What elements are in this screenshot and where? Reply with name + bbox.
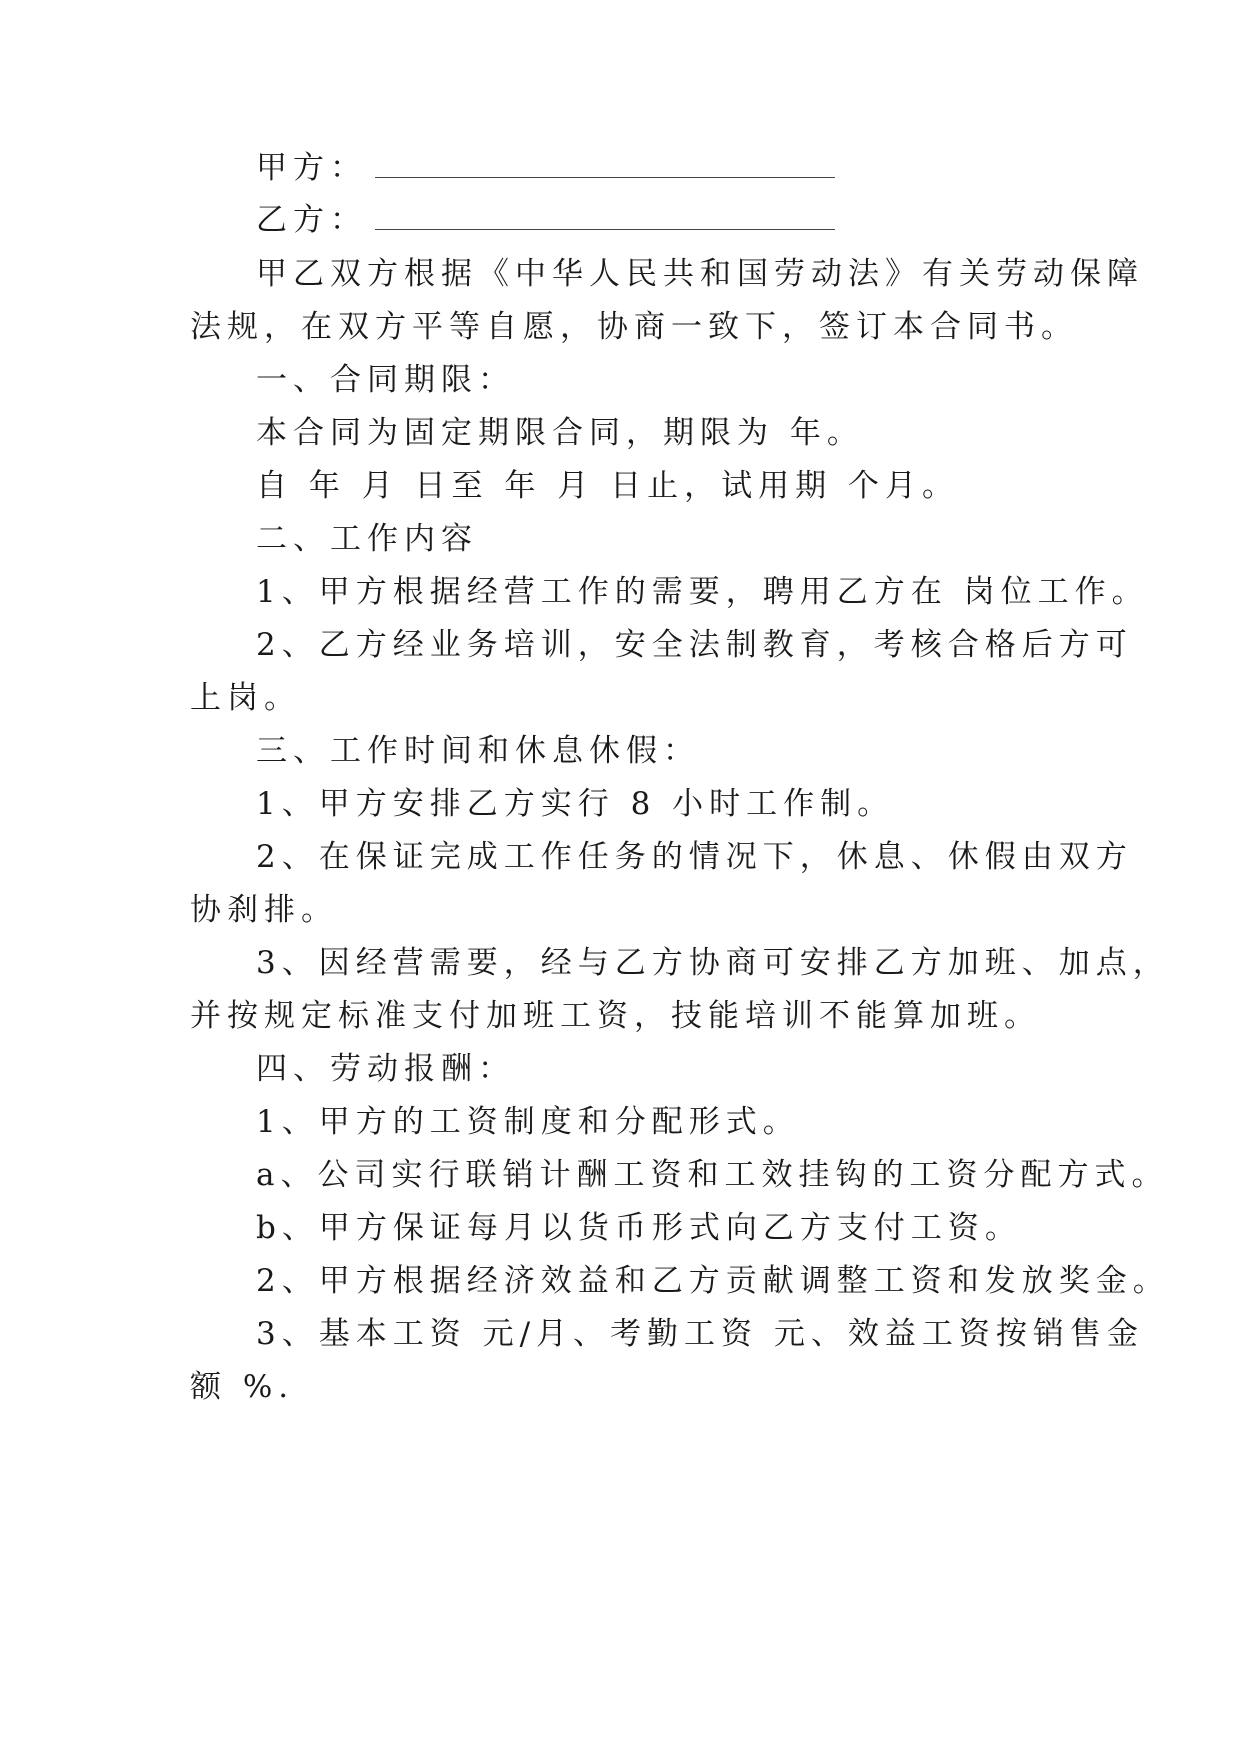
section-3-item-2-line-1: 2、在保证完成工作任务的情况下，休息、休假由双方 — [256, 839, 1133, 875]
party-a-blank-field[interactable] — [375, 151, 835, 178]
intro-paragraph-line-2: 法规，在双方平等自愿，协商一致下，签订本合同书。 — [190, 309, 1078, 345]
intro-paragraph-line-1: 甲乙双方根据《中华人民共和国劳动法》有关劳动保障 — [256, 256, 1144, 292]
section-2-item-1: 1、甲方根据经营工作的需要，聘用乙方在 岗位工作。 — [256, 574, 1149, 610]
section-1-dates-paragraph: 自 年 月 日至 年 月 日止，试用期 个月。 — [256, 468, 959, 504]
section-3-item-1: 1、甲方安排乙方实行 8 小时工作制。 — [256, 786, 895, 822]
party-b-label: 乙方： — [256, 202, 367, 238]
party-b-line — [256, 200, 835, 240]
party-b-blank-field[interactable] — [375, 203, 835, 230]
party-a-label: 甲方： — [256, 150, 367, 186]
section-2-item-2-line-2: 上岗。 — [190, 680, 301, 716]
party-a-line — [256, 148, 835, 188]
section-4-item-3-line-1: 3、基本工资 元/月、考勤工资 元、效益工资按销售金 — [256, 1316, 1144, 1352]
section-1-heading: 一、合同期限： — [256, 362, 515, 398]
section-1-term-paragraph: 本合同为固定期限合同，期限为 年。 — [256, 415, 864, 451]
section-3-item-2-line-2: 协刹排。 — [190, 892, 338, 928]
section-3-item-3-line-2: 并按规定标准支付加班工资，技能培训不能算加班。 — [190, 998, 1041, 1034]
section-4-item-b: b、甲方保证每月以货币形式向乙方支付工资。 — [256, 1210, 1022, 1246]
section-2-heading: 二、工作内容 — [256, 521, 478, 557]
section-4-item-a: a、公司实行联销计酬工资和工效挂钩的工资分配方式。 — [256, 1157, 1169, 1193]
section-4-item-3-line-2: 额 %. — [190, 1369, 295, 1405]
section-4-heading: 四、劳动报酬： — [256, 1051, 515, 1087]
section-3-item-3-line-1: 3、因经营需要，经与乙方协商可安排乙方加班、加点， — [256, 945, 1170, 981]
section-3-heading: 三、工作时间和休息休假： — [256, 733, 700, 769]
section-2-item-2-line-1: 2、乙方经业务培训，安全法制教育，考核合格后方可 — [256, 627, 1133, 663]
section-4-item-1: 1、甲方的工资制度和分配形式。 — [256, 1104, 800, 1140]
section-4-item-2: 2、甲方根据经济效益和乙方贡献调整工资和发放奖金。 — [256, 1263, 1170, 1299]
